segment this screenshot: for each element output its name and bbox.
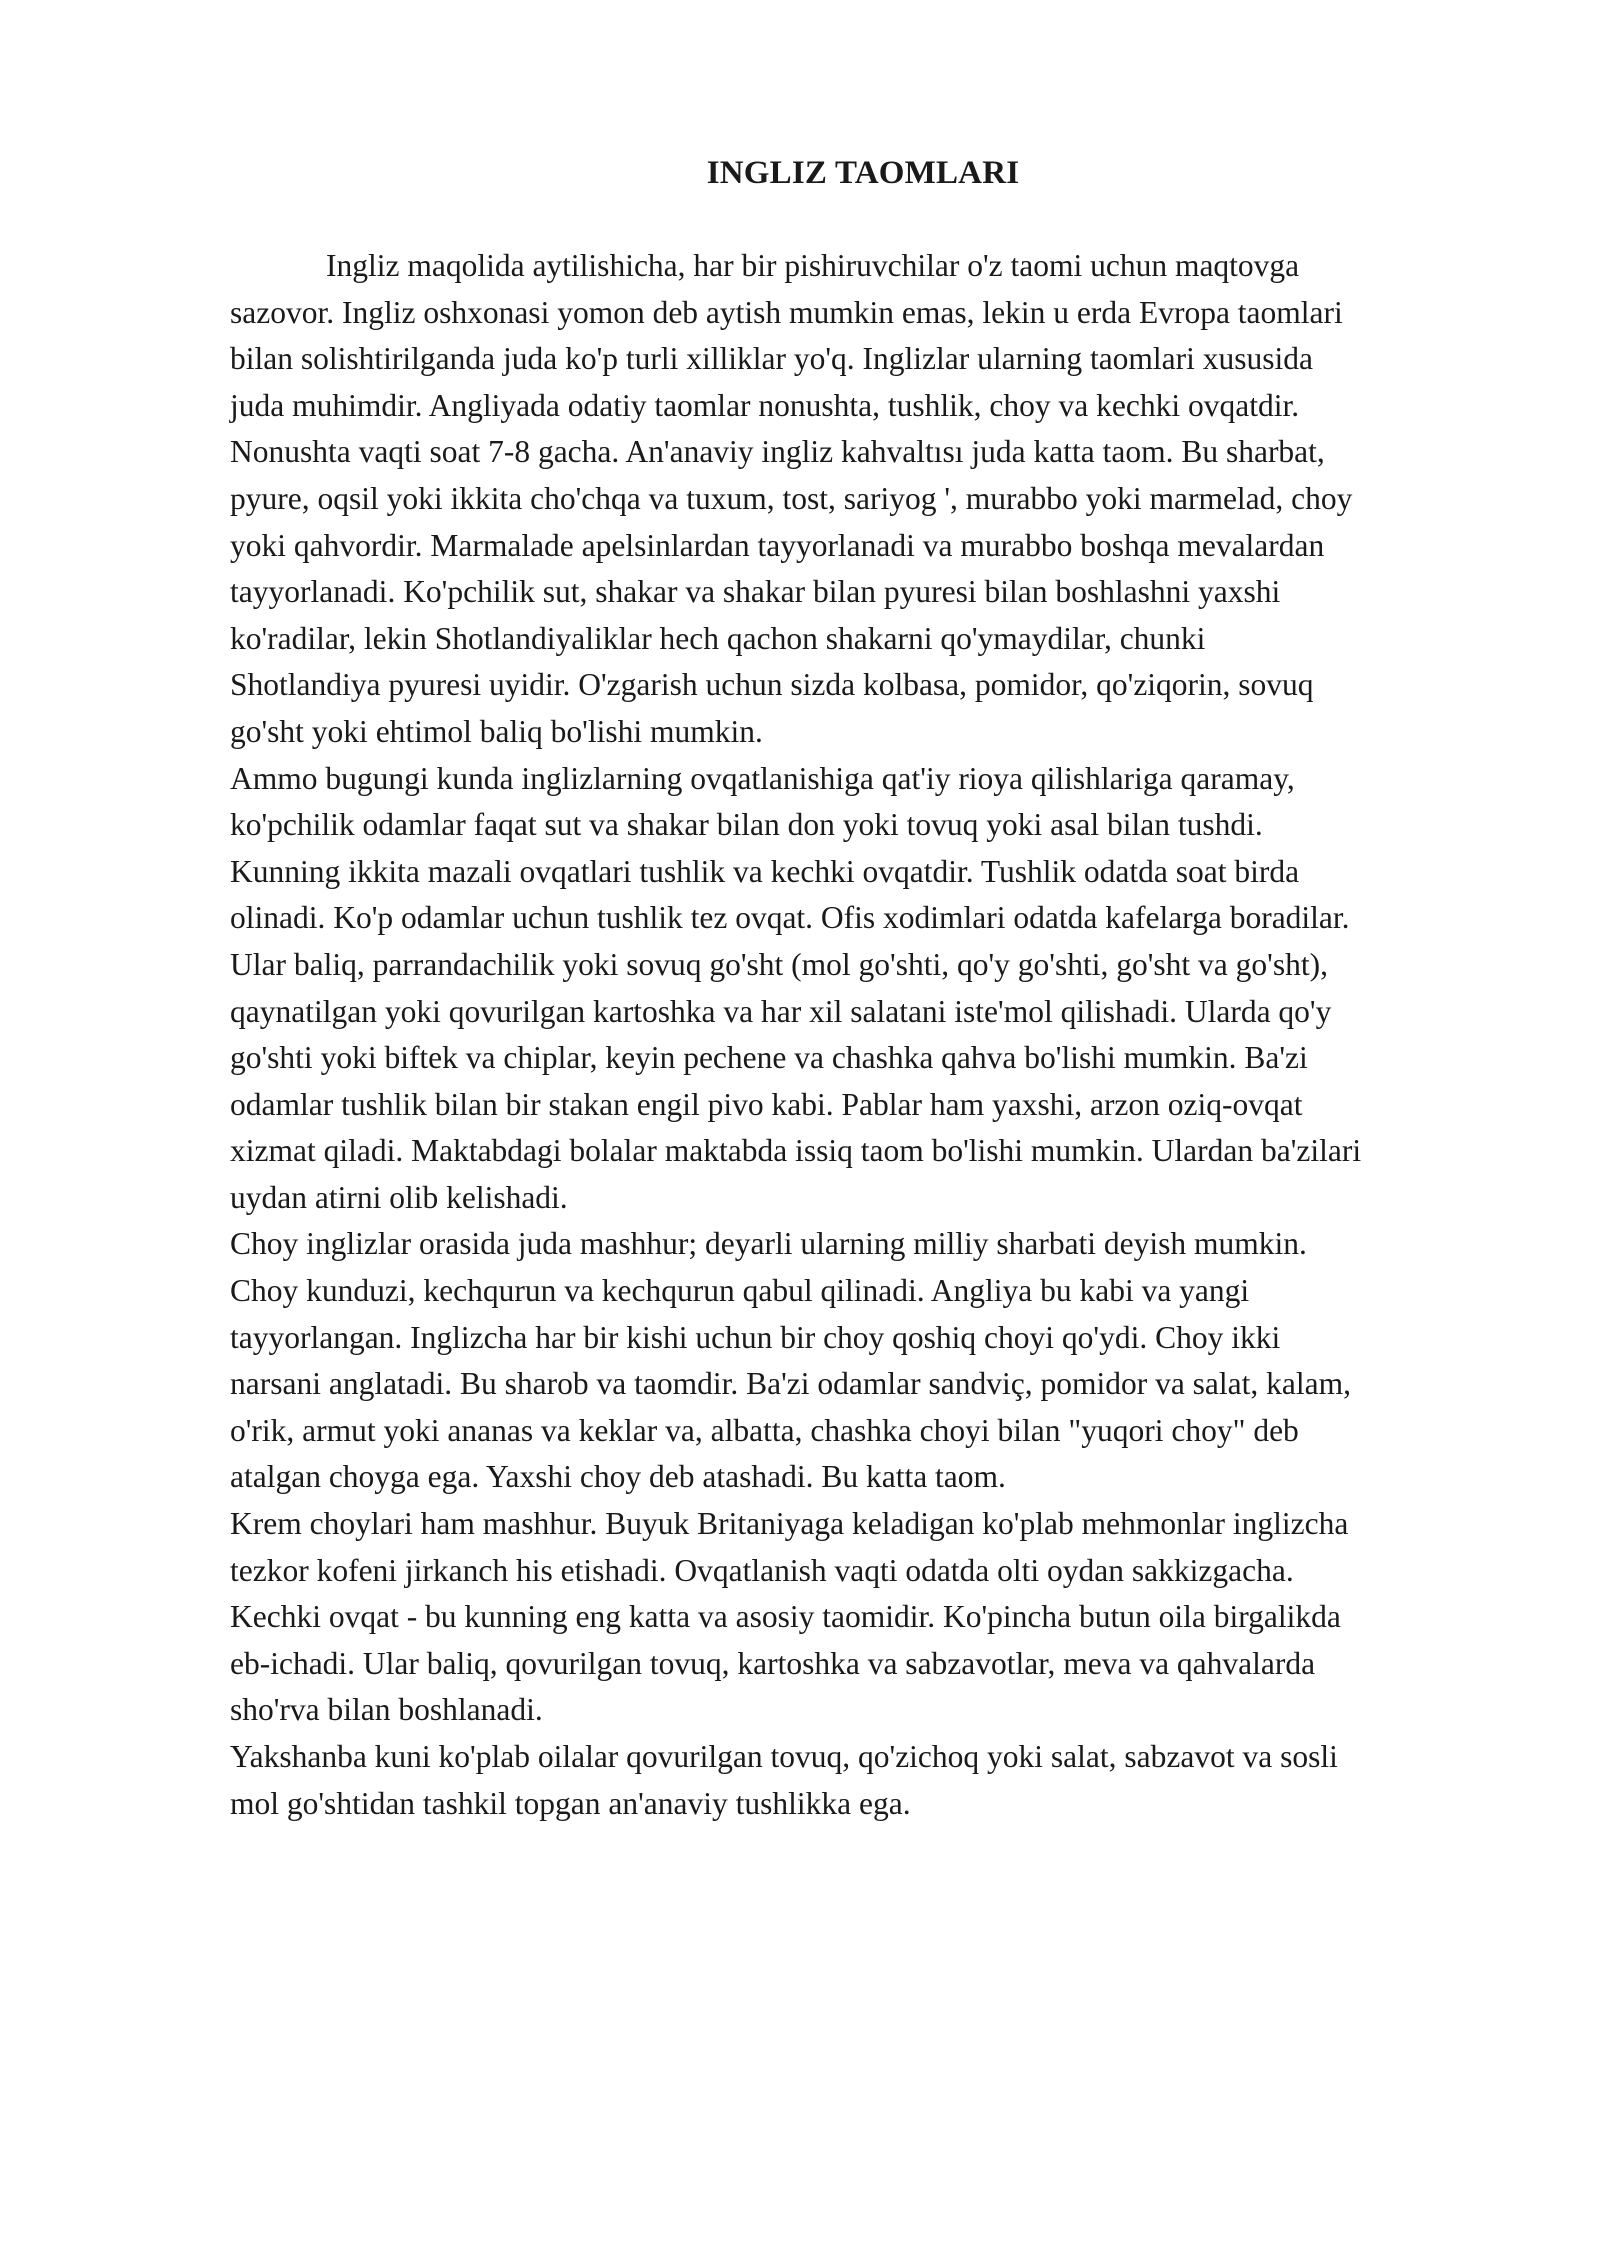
text-line: Choy inglizlar orasida juda mashhur; deyarli ularning milliy sharbati deyish mumkin. bbox=[230, 1226, 1307, 1262]
text-line: ko'pchilik odamlar faqat sut va shakar bilan don yoki tovuq yoki asal bilan tushdi. bbox=[230, 807, 1263, 843]
text-line: uydan atirni olib kelishadi. bbox=[230, 1179, 568, 1215]
text-line: Ammo bugungi kunda inglizlarning ovqatlanishiga qat'iy rioya qilishlariga qaramay, bbox=[230, 760, 1295, 796]
text-line: Kechki ovqat - bu kunning eng katta va asosiy taomidir. Ko'pincha butun oila birgalikda bbox=[230, 1599, 1341, 1635]
text-line: tezkor kofeni jirkanch his etishadi. Ovqatlanish vaqti odatda olti oydan sakkizgacha. bbox=[230, 1552, 1294, 1588]
text-line: odamlar tushlik bilan bir stakan engil pivo kabi. Pablar ham yaxshi, arzon oziq-ovqat bbox=[230, 1086, 1303, 1122]
text-line: Choy kunduzi, kechqurun va kechqurun qabul qilinadi. Angliya bu kabi va yangi bbox=[230, 1273, 1250, 1309]
text-line: pyure, oqsil yoki ikkita cho'chqa va tuxum, tost, sariyog ', murabbo yoki marmelad, choy bbox=[230, 480, 1353, 516]
text-line: juda muhimdir. Angliyada odatiy taomlar nonushta, tushlik, choy va kechki ovqatdir. bbox=[230, 387, 1300, 423]
text-line: xizmat qiladi. Maktabdagi bolalar maktabda issiq taom bo'lishi mumkin. Ulardan ba'zilari bbox=[230, 1133, 1362, 1169]
text-line: Krem choylari ham mashhur. Buyuk Britaniyaga keladigan ko'plab mehmonlar inglizcha bbox=[230, 1506, 1349, 1542]
text-line: bilan solishtirilganda juda ko'p turli xilliklar yo'q. Inglizlar ularning taomlari xususida bbox=[230, 341, 1314, 377]
text-line: go'sht yoki ehtimol baliq bo'lishi mumkin. bbox=[230, 713, 763, 749]
text-line: qaynatilgan yoki qovurilgan kartoshka va har xil salatani iste'mol qilishadi. Ularda qo'y bbox=[230, 993, 1332, 1029]
text-line: Ingliz maqolida aytilishicha, har bir pishiruvchilar o'z taomi uchun maqtovga bbox=[326, 248, 1300, 283]
text-line: yoki qahvordir. Marmalade apelsinlardan tayyorlanadi va murabbo boshqa mevalardan bbox=[230, 527, 1325, 563]
text-line: Nonushta vaqti soat 7-8 gacha. An'anaviy ingliz kahvaltısı juda katta taom. Bu sharbat, bbox=[230, 434, 1325, 470]
text-line: Kunning ikkita mazali ovqatlari tushlik va kechki ovqatdir. Tushlik odatda soat birda bbox=[230, 853, 1300, 889]
text-line: Shotlandiya pyuresi uyidir. O'zgarish uchun sizda kolbasa, pomidor, qo'ziqorin, sovuq bbox=[230, 667, 1314, 703]
text-line: Yakshanba kuni ko'plab oilalar qovurilgan tovuq, qo'zichoq yoki salat, sabzavot va sosli bbox=[230, 1739, 1338, 1774]
text-line: tayyorlanadi. Ko'pchilik sut, shakar va shakar bilan pyuresi bilan boshlashni yaxshi bbox=[230, 574, 1281, 610]
text-line: atalgan choyga ega. Yaxshi choy deb atashadi. Bu katta taom. bbox=[230, 1459, 1006, 1495]
text-line: Ular baliq, parrandachilik yoki sovuq go'sht (mol go'shti, qo'y go'shti, go'sht va go'sht), bbox=[230, 946, 1328, 982]
text-line: mol go'shtidan tashkil topgan an'anaviy tushlikka ega. bbox=[230, 1785, 911, 1821]
text-line: o'rik, armut yoki ananas va keklar va, albatta, chashka choyi bilan "yuqori choy" deb bbox=[230, 1412, 1299, 1448]
text-line: go'shti yoki biftek va chiplar, keyin pechene va chashka qahva bo'lishi mumkin. Ba'zi bbox=[230, 1040, 1308, 1076]
text-line: sho'rva bilan boshlanadi. bbox=[230, 1692, 543, 1728]
text-line: narsani anglatadi. Bu sharob va taomdir. Ba'zi odamlar sandviç, pomidor va salat, kalam, bbox=[230, 1366, 1351, 1402]
text-line: tayyorlangan. Inglizcha har bir kishi uchun bir choy qoshiq choyi qo'ydi. Choy ikki bbox=[230, 1319, 1281, 1355]
text-line: olinadi. Ko'p odamlar uchun tushlik tez ovqat. Ofis xodimlari odatda kafelarga boradilar. bbox=[230, 900, 1350, 936]
text-line: sazovor. Ingliz oshxonasi yomon deb aytish mumkin emas, lekin u erda Evropa taomlari bbox=[230, 294, 1343, 330]
document-body bbox=[230, 243, 1520, 1827]
document-title: INGLIZ TAOMLARI bbox=[706, 155, 1020, 191]
text-line: ko'radilar, lekin Shotlandiyaliklar hech qachon shakarni qo'ymaydilar, chunki bbox=[230, 620, 1206, 656]
text-line: eb-ichadi. Ular baliq, qovurilgan tovuq, kartoshka va sabzavotlar, meva va qahvalarda bbox=[230, 1645, 1316, 1681]
